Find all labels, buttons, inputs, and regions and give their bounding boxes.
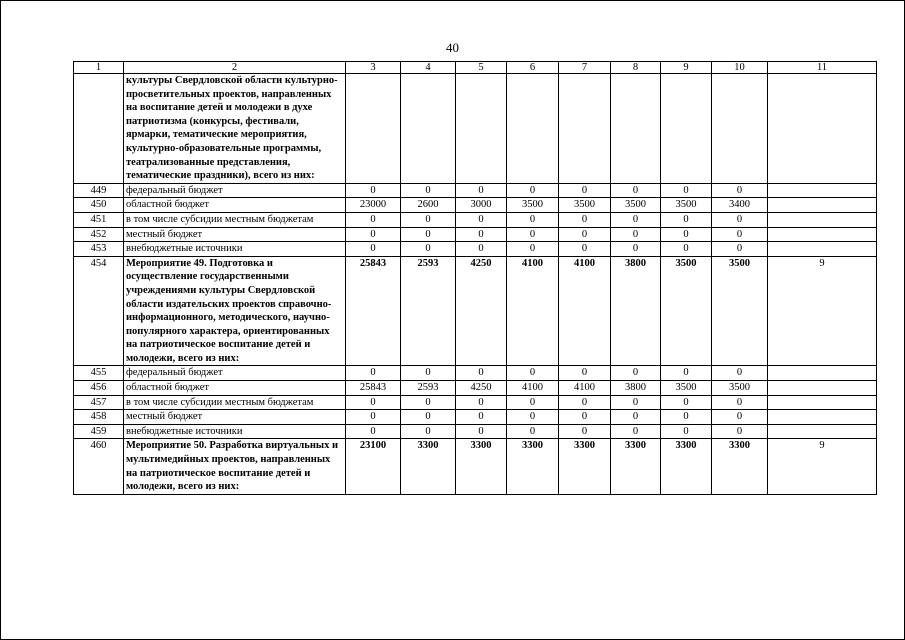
- column-header: 3: [346, 62, 401, 74]
- row-value: 0: [456, 212, 507, 227]
- row-name: федеральный бюджет: [124, 183, 346, 198]
- row-number: 449: [74, 183, 124, 198]
- row-value: 0: [661, 227, 712, 242]
- row-value: 0: [456, 395, 507, 410]
- table-row: [74, 439, 877, 494]
- column-header: 8: [611, 62, 661, 74]
- row-value: 0: [401, 395, 456, 410]
- row-value: 3300: [661, 439, 712, 494]
- row-note: [768, 212, 877, 227]
- row-value: 0: [611, 366, 661, 381]
- row-value: 0: [712, 183, 768, 198]
- row-note: 9: [768, 439, 877, 494]
- column-header: 4: [401, 62, 456, 74]
- table-row: [74, 410, 877, 425]
- row-value: 0: [712, 227, 768, 242]
- row-value: 0: [346, 410, 401, 425]
- row-name: Мероприятие 50. Разработка виртуальных и мультимедийных проектов, направленных на патриотическое воспитание детей и молодежи, всего из них:: [124, 439, 346, 494]
- row-value: 0: [611, 242, 661, 257]
- row-value: 25843: [346, 256, 401, 366]
- row-value: 4100: [559, 381, 611, 396]
- table-row: [74, 395, 877, 410]
- row-value: 0: [611, 212, 661, 227]
- table-row: [74, 227, 877, 242]
- row-value: [346, 74, 401, 184]
- table-row: [74, 256, 877, 366]
- row-value: 4250: [456, 256, 507, 366]
- table-row: [74, 366, 877, 381]
- row-value: 0: [346, 366, 401, 381]
- row-note: [768, 366, 877, 381]
- column-header: 6: [507, 62, 559, 74]
- row-value: 0: [712, 395, 768, 410]
- row-value: 0: [507, 183, 559, 198]
- row-number: 456: [74, 381, 124, 396]
- row-value: 0: [507, 242, 559, 257]
- row-value: 4100: [507, 256, 559, 366]
- column-header: 2: [124, 62, 346, 74]
- row-value: 0: [712, 242, 768, 257]
- row-value: 0: [456, 366, 507, 381]
- row-value: 2600: [401, 198, 456, 213]
- row-note: [768, 74, 877, 184]
- row-value: 4100: [559, 256, 611, 366]
- row-value: 3300: [611, 439, 661, 494]
- row-value: 4250: [456, 381, 507, 396]
- row-name: в том числе субсидии местным бюджетам: [124, 212, 346, 227]
- table-row: [74, 74, 877, 184]
- row-value: 0: [611, 183, 661, 198]
- row-name: местный бюджет: [124, 227, 346, 242]
- row-value: 0: [661, 410, 712, 425]
- row-value: 0: [559, 227, 611, 242]
- row-value: 23000: [346, 198, 401, 213]
- row-value: 0: [346, 242, 401, 257]
- column-header: 7: [559, 62, 611, 74]
- page-number: 40: [446, 40, 459, 55]
- row-value: 0: [611, 424, 661, 439]
- table-row: [74, 198, 877, 213]
- row-value: [507, 74, 559, 184]
- row-number: [74, 74, 124, 184]
- column-header: 1: [74, 62, 124, 74]
- row-value: [712, 74, 768, 184]
- row-value: 0: [346, 183, 401, 198]
- row-value: 0: [401, 227, 456, 242]
- row-name: в том числе субсидии местным бюджетам: [124, 395, 346, 410]
- row-value: 0: [401, 212, 456, 227]
- row-value: 0: [507, 227, 559, 242]
- table-body: [74, 74, 877, 495]
- row-value: 3300: [559, 439, 611, 494]
- row-value: 0: [712, 366, 768, 381]
- row-value: 0: [611, 395, 661, 410]
- row-number: 459: [74, 424, 124, 439]
- row-value: 0: [346, 227, 401, 242]
- row-value: 0: [507, 410, 559, 425]
- row-number: 451: [74, 212, 124, 227]
- row-value: 3400: [712, 198, 768, 213]
- row-value: 3300: [401, 439, 456, 494]
- row-value: 0: [559, 212, 611, 227]
- row-name: областной бюджет: [124, 198, 346, 213]
- column-number-row: [74, 62, 877, 74]
- row-value: 0: [401, 366, 456, 381]
- row-number: 457: [74, 395, 124, 410]
- row-value: 0: [456, 242, 507, 257]
- row-note: [768, 242, 877, 257]
- row-value: 0: [661, 424, 712, 439]
- row-value: 0: [507, 366, 559, 381]
- row-number: 453: [74, 242, 124, 257]
- row-value: 0: [611, 410, 661, 425]
- row-value: 3300: [507, 439, 559, 494]
- row-value: 3500: [507, 198, 559, 213]
- table-row: [74, 381, 877, 396]
- row-note: 9: [768, 256, 877, 366]
- row-name: областной бюджет: [124, 381, 346, 396]
- row-number: 458: [74, 410, 124, 425]
- row-value: 0: [661, 366, 712, 381]
- row-value: 3800: [611, 256, 661, 366]
- row-value: 0: [712, 410, 768, 425]
- row-number: 460: [74, 439, 124, 494]
- row-value: 3500: [712, 256, 768, 366]
- table-row: [74, 212, 877, 227]
- row-value: 0: [401, 410, 456, 425]
- row-note: [768, 395, 877, 410]
- row-name: федеральный бюджет: [124, 366, 346, 381]
- row-value: 0: [559, 366, 611, 381]
- row-value: [611, 74, 661, 184]
- row-value: 0: [401, 183, 456, 198]
- row-value: 3000: [456, 198, 507, 213]
- budget-table: [73, 61, 877, 495]
- row-value: 3500: [559, 198, 611, 213]
- row-value: [456, 74, 507, 184]
- row-value: 0: [661, 212, 712, 227]
- row-value: 0: [507, 212, 559, 227]
- row-number: 452: [74, 227, 124, 242]
- row-value: 0: [456, 424, 507, 439]
- row-value: [559, 74, 611, 184]
- row-note: [768, 410, 877, 425]
- row-value: 0: [661, 183, 712, 198]
- row-value: 3500: [661, 256, 712, 366]
- row-value: 3500: [611, 198, 661, 213]
- row-value: 2593: [401, 381, 456, 396]
- row-value: 0: [346, 395, 401, 410]
- row-value: 3300: [712, 439, 768, 494]
- row-note: [768, 381, 877, 396]
- row-value: 0: [559, 395, 611, 410]
- row-value: 0: [661, 242, 712, 257]
- row-number: 450: [74, 198, 124, 213]
- row-note: [768, 198, 877, 213]
- row-value: 0: [401, 424, 456, 439]
- row-value: 3500: [661, 198, 712, 213]
- row-value: 0: [456, 227, 507, 242]
- table-row: [74, 424, 877, 439]
- row-value: 4100: [507, 381, 559, 396]
- row-value: 0: [456, 410, 507, 425]
- row-number: 454: [74, 256, 124, 366]
- row-value: 3500: [712, 381, 768, 396]
- column-header: 9: [661, 62, 712, 74]
- row-value: 0: [346, 424, 401, 439]
- row-note: [768, 183, 877, 198]
- row-value: 0: [401, 242, 456, 257]
- table-row: [74, 183, 877, 198]
- row-value: 3800: [611, 381, 661, 396]
- row-value: 0: [346, 212, 401, 227]
- row-value: [661, 74, 712, 184]
- row-value: 0: [507, 424, 559, 439]
- row-note: [768, 227, 877, 242]
- row-value: 0: [712, 424, 768, 439]
- row-name: внебюджетные источники: [124, 424, 346, 439]
- row-value: 0: [456, 183, 507, 198]
- row-note: [768, 424, 877, 439]
- table-row: [74, 242, 877, 257]
- row-value: 0: [559, 410, 611, 425]
- row-value: 25843: [346, 381, 401, 396]
- row-value: 0: [611, 227, 661, 242]
- column-header: 11: [768, 62, 877, 74]
- row-value: 23100: [346, 439, 401, 494]
- row-name: местный бюджет: [124, 410, 346, 425]
- row-number: 455: [74, 366, 124, 381]
- row-value: 2593: [401, 256, 456, 366]
- row-value: 0: [559, 242, 611, 257]
- row-value: 3300: [456, 439, 507, 494]
- row-name: культуры Свердловской области культурно-просветительных проектов, направленных на воспитание детей и молодежи в духе патриотизма (конкурсы, фестивали, ярмарки, тематические мероприятия, культурно-образовательные программы, театрализованные представления, тематические праздники), всего из них:: [124, 74, 346, 184]
- column-header: 5: [456, 62, 507, 74]
- row-value: 0: [559, 183, 611, 198]
- row-value: [401, 74, 456, 184]
- row-value: 0: [559, 424, 611, 439]
- column-header: 10: [712, 62, 768, 74]
- row-value: 0: [507, 395, 559, 410]
- row-value: 0: [712, 212, 768, 227]
- row-name: Мероприятие 49. Подготовка и осуществление государственными учреждениями культуры Свердловской области издательских проектов справочно-информационного, методического, научно-популярного характера, ориентированных на патриотическое воспитание детей и молодежи, всего из них:: [124, 256, 346, 366]
- row-value: 0: [661, 395, 712, 410]
- row-value: 3500: [661, 381, 712, 396]
- row-name: внебюджетные источники: [124, 242, 346, 257]
